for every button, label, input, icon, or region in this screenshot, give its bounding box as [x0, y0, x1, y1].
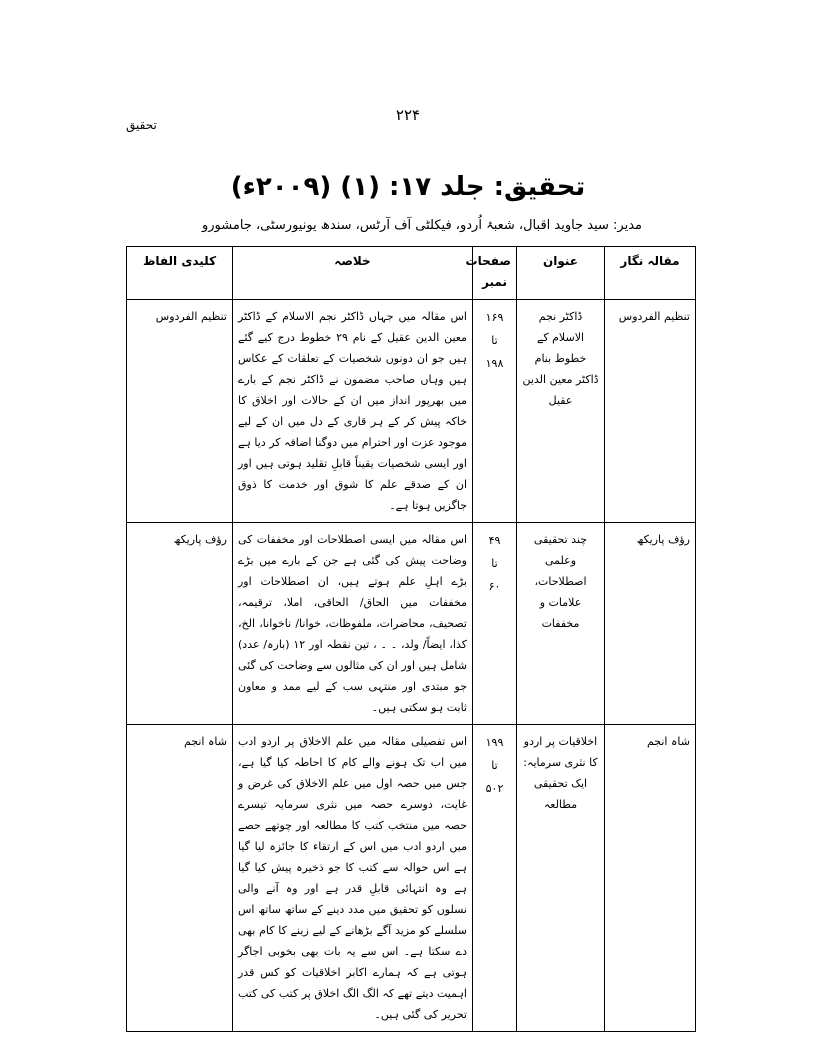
pages-cell: [473, 725, 517, 1032]
author-cell: رؤف پاریکھ: [605, 523, 696, 725]
journal-title: تحقیق: جلد ۱۷: (۱) (۲۰۰۹ء): [230, 172, 586, 202]
abstract-cell: اس مقالہ میں ایسی اصطلاحات اور مخففات کی وضاحت پیش کی گئی ہے جن کے بارے میں بڑے بڑے اہلِ علم ہوتے ہیں، ان اصطلاحات اور مخففات میں الحاق/ الحاقی، املا، ترقیمہ، تصحیف، محاضرات، ملفوظات، خوانا/ ناخوانا، الخ، کذا، ایضاً/ ولد، ۔ ۔ ، تین نقطہ اور ۱۲ (بارہ/ عدد) شامل ہیں اور ان کی مثالوں سے وضاحت کی گئی جو مبتدی اور منتہی سب کے لیے ممد و معاون ثابت ہو سکتی ہیں۔: [233, 523, 473, 725]
keywords-cell: رؤف پاریکھ: [127, 523, 233, 725]
title-cell: اخلاقیات پر اردو کا نثری سرمایہ: ایک تحقیقی مطالعہ: [517, 725, 605, 1032]
author-cell: شاہ انجم: [605, 725, 696, 1032]
pages-to-word: تا: [491, 334, 498, 347]
title-cell: ڈاکٹر نجم الاسلام کے خطوط بنام ڈاکٹر معین الدین عقیل: [517, 300, 605, 523]
table-header-row: [127, 247, 696, 300]
table-row: [127, 300, 696, 523]
page-number: ۲۲۴: [395, 106, 421, 124]
keywords-cell: شاہ انجم: [127, 725, 233, 1032]
pages-to-word: تا: [491, 759, 498, 772]
header-abstract: خلاصہ: [233, 247, 473, 300]
running-head: تحقیق: [126, 118, 157, 132]
pages-cell: [473, 300, 517, 523]
header-title: عنوان: [517, 247, 605, 300]
pages-to: ۱۹۸: [485, 357, 504, 370]
article-index-table: [126, 246, 696, 1032]
pages-cell: [473, 523, 517, 725]
pages-to: ۶۰: [488, 580, 501, 593]
header-keywords: کلیدی الفاظ: [127, 247, 233, 300]
pages-to-word: تا: [491, 557, 498, 570]
pages-from: ۱۶۹: [485, 311, 504, 324]
editor-line: مدیر: سید جاوید اقبال، شعبۂ اُردو، فیکلٹی آف آرٹس، سندھ یونیورسٹی، جامشورو: [202, 218, 642, 233]
abstract-cell: اس تفصیلی مقالہ میں علم الاخلاق پر اردو ادب میں اب تک ہونے والے کام کا احاطہ کیا گیا ہے، جس میں حصہ اول میں علم الاخلاق کی غرض و غایت، دوسرے حصہ میں نثری سرمایہ تیسرے حصہ میں منتخب کتب کا مطالعہ اور چوتھے حصے میں اردو ادب میں اس کے ارتقاء کا جائزہ لیا گیا ہے اس حوالہ سے کتب کا جو ذخیرہ پیش کیا گیا ہے وہ انتہائی قابلِ قدر ہے اور وہ آنے والی نسلوں کو تحقیق میں مدد دینے کے ساتھ ساتھ اس سلسلے کو مزید آگے بڑھانے کے لیے زینے کا کام بھی دے سکتا ہے۔ اس سے یہ بات بھی بخوبی اجاگر ہوتی ہے کہ ہمارے اکابر اخلاقیات کو کس قدر اہمیت دیتے تھے کہ الگ الگ اخلاق پر کتب کی کتب تحریر کی گئی ہیں۔: [233, 725, 473, 1032]
author-cell: تنظیم الفردوس: [605, 300, 696, 523]
abstract-cell: اس مقالہ میں جہاں ڈاکٹر نجم الاسلام کے ڈاکٹر معین الدین عقیل کے نام ۲۹ خطوط درج کیے گئے ہیں جو ان دونوں شخصیات کے تعلقات کے عکاس ہیں وہاں صاحب مضمون نے ڈاکٹر نجم کے بارے میں بھرپور انداز میں ان کے حالات اور اخلاق کا خاکہ پیش کر کے ہر قاری کے دل میں ان کے لیے موجود عزت اور احترام میں دوگنا اضافہ کر دیا ہے اور ایسی شخصیات یقیناً قابلِ تقلید ہوتی ہیں اور ان کے صدقے علم کا شوق اور خدمت کا ذوق جاگزیں ہوتا ہے۔: [233, 300, 473, 523]
pages-to: ۵۰۲: [485, 782, 504, 795]
title-cell: چند تحقیقی وعلمی اصطلاحات، علامات و مخففات: [517, 523, 605, 725]
table-row: [127, 523, 696, 725]
keywords-cell: تنظیم الفردوس: [127, 300, 233, 523]
header-author: مقالہ نگار: [605, 247, 696, 300]
header-pages: صفحات نمبر: [473, 247, 517, 300]
pages-from: ۴۹: [488, 534, 501, 547]
table-row: [127, 725, 696, 1032]
pages-from: ۱۹۹: [485, 736, 504, 749]
